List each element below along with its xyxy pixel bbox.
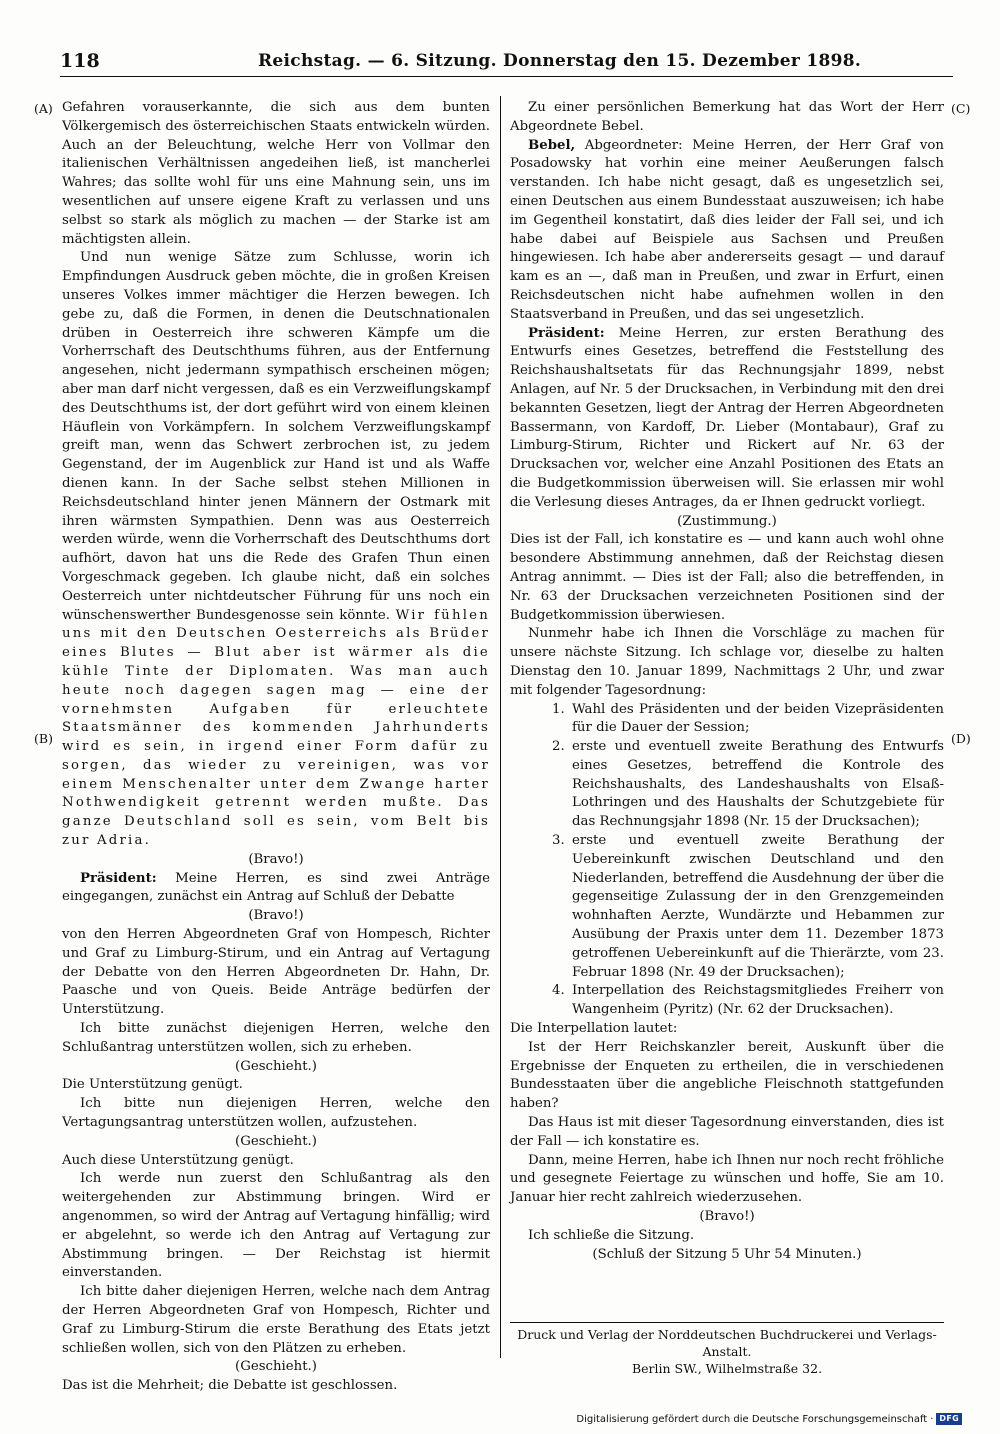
header-rule: [60, 76, 953, 77]
paragraph: Gefahren vorauserkannte, die sich aus dem bunten Völkergemisch des österreichischen Staats entwickeln würden. Auch an der Beleuchtung, welche Herr von Vollmar den italienischen Verhältnissen angedeihen ließ, ist mancherlei Wahres; das sollte wohl für uns eine Mahnung sein, uns im wesentlichen auf unsere eigene Kraft zu verlassen und uns selbst so stark als möglich zu machen — der Starke ist am mächtigsten allein.: [62, 100, 490, 247]
paragraph-text: Und nun wenige Sätze zum Schlusse, worin ich Empfindungen Ausdruck geben möchte, die in großen Kreisen unseres Volkes immer mächtiger die Herzen bewegen. Ich gebe zu, daß die Formen, in denen die Deutschnationalen drüben in Oesterreich ihre schweren Kämpfe um die Vorherrschaft des Deutschthums führen, aus der Entfernung angesehen, nicht jedermann sympathisch erscheinen mögen; aber man darf nicht vergessen, daß es ein Verzweiflungskampf des Deutschthums ist, der dort geführt wird von einem kleinen Häuflein von Vorkämpfern. In solchem Verzweiflungskampf greift man, wenn das Schwert zerbrochen ist, zu jedem Gegenstand, der im Augenblick zur Hand ist und als Waffe dienen kann. In der Sache selbst stehen Millionen in Reichsdeutschland hinter jenen Männern der Ostmark mit ihren wärmsten Sympathien. Denn was aus Oesterreich werden würde, wenn die Vorherrschaft des Deutschthums dort aufhört, davon hat uns die Rede des Grafen Thun einen Vorgeschmack gegeben. Ich glaube nicht, daß ein solches Oesterreich unter nichtdeutscher Führung für uns noch ein wünschenswerther Bundesgenosse sein könnte.: [62, 250, 490, 623]
interjection: (Bravo!): [699, 1209, 755, 1225]
paragraph: [62, 870, 490, 908]
agenda-text: erste und eventuell zweite Berathung der Uebereinkunft zwischen Deutschland und den Niederlanden, betreffend die Ausdehnung der über die gegenseitige Zulassung der in den Grenzgemeinden wohnhaften Aerzte, Wundärzte und Hebammen zur Ausübung der Praxis unter dem 11. Dezember 1873 getroffenen Uebereinkunft auf die Thierärzte, vom 23. Februar 1898 (Nr. 49 der Drucksachen);: [572, 833, 944, 980]
agenda-text: Interpellation des Reichstagsmitgliedes Freiherr von Wangenheim (Pyritz) (Nr. 62 der Drucksachen).: [572, 983, 944, 1018]
digitization-footer: [576, 1413, 962, 1425]
paragraph: Nunmehr habe ich Ihnen die Vorschläge zu machen für unsere nächste Sitzung. Ich schlage vor, dieselbe zu halten Dienstag den 10. Januar 1899, Nachmittags 2 Uhr, und zwar mit folgender Tagesordnung:: [510, 626, 944, 698]
spaced-text: Wir fühlen uns mit den Deutschen Oesterreichs als Brüder eines Blutes — Blut aber ist wärmer als die kühle Tinte der Diplomaten. Was man auch heute noch dagegen sagen mag — eine der vornehmsten Aufgaben für erleuchtete Staatsmänner des kommenden Jahrhunderts wird es sein, in irgend einer Form dafür zu sorgen, das wieder zu vereinigen, was vor einem Menschenalter unter dem Zwange harter Nothwendigkeit getrennt werden mußte. Das ganze Deutschland soll es sein, vom Belt bis zur Adria.: [62, 607, 491, 849]
paragraph: [62, 249, 490, 851]
agenda-item: [552, 832, 944, 982]
agenda-number: 4.: [552, 983, 565, 999]
paragraph: Das ist die Mehrheit; die Debatte ist geschlossen.: [62, 1378, 398, 1394]
footer-text: Digitalisierung gefördert durch die Deutsche Forschungsgemeinschaft: [576, 1413, 928, 1425]
interjection: (Bravo!): [248, 908, 304, 924]
paragraph: Das Haus ist mit dieser Tagesordnung einverstanden, dies ist der Fall — ich konstatire es.: [510, 1115, 944, 1149]
speaker-label: Präsident:: [80, 870, 157, 886]
imprint-publisher: Druck und Verlag der Norddeutschen Buchdruckerei und Verlags-Anstalt.: [517, 1327, 937, 1359]
separator-dot: ·: [930, 1413, 934, 1425]
paragraph-text: Meine Herren, zur ersten Berathung des Entwurfs eines Gesetzes, betreffend die Feststellung des Reichshaushaltsetats für das Rechnungsjahr 1899, nebst Anlagen, auf Nr. 5 der Drucksachen, in Verbindung mit den drei bekannten Gesetzen, liegt der Antrag der Herren Abgeordneten Bassermann, von Kardoff, Dr. Lieber (Montabaur), Graf zu Limburg-Stirum, Richter und Rickert auf Nr. 63 der Drucksachen vor, welcher eine Anzahl Positionen des Etats an die Budgetkommission überweisen will. Sie erlassen mir wohl die Verlesung dieses Antrages, da er Ihnen gedruckt vorliegt.: [510, 325, 944, 510]
right-column: [510, 99, 944, 1264]
paragraph-text: Meine Herren, es sind zwei Anträge eingegangen, zunächst ein Antrag auf Schluß der Debatte: [62, 870, 491, 905]
interjection: (Zustimmung.): [677, 513, 777, 529]
paragraph: Ich bitte daher diejenigen Herren, welche nach dem Antrag der Herren Abgeordneten Graf von Hompesch, Richter und Graf zu Limburg-Stirum die erste Berathung des Etats jetzt schließen wollen, sich von den Plätzen zu erheben.: [62, 1284, 490, 1356]
imprint-rule: [510, 1322, 944, 1323]
paragraph: Ich werde nun zuerst den Schlußantrag als den weitergehenden zur Abstimmung bringen. Wird er angenommen, so wird der Antrag auf Vertagung hinfällig; wird er abgelehnt, so werde ich den Antrag auf Vertagung zur Abstimmung bringen. — Der Reichstag ist hiermit einverstanden.: [62, 1171, 490, 1281]
interjection: (Geschieht.): [235, 1359, 317, 1375]
agenda-item: [552, 982, 944, 1020]
agenda-list: [510, 701, 944, 1021]
paragraph: Ich bitte nun diejenigen Herren, welche den Vertagungsantrag unterstützen wollen, aufzustehen.: [62, 1096, 490, 1131]
interjection: (Geschieht.): [235, 1058, 317, 1074]
paragraph: Ich schließe die Sitzung.: [528, 1227, 695, 1243]
paragraph: Dies ist der Fall, ich konstatire es — und kann auch wohl ohne besondere Abstimmung annehmen, daß der Reichstag diesen Antrag annimmt. — Dies ist der Fall; also die betreffenden, in Nr. 63 der Drucksachen verzeichneten Positionen sind der Budgetkommission überwiesen.: [510, 532, 944, 623]
agenda-number: 3.: [552, 833, 565, 849]
margin-mark-c: (C): [951, 101, 971, 116]
margin-mark-b: (B): [34, 731, 53, 746]
paragraph: von den Herren Abgeordneten Graf von Hompesch, Richter und Graf zu Limburg-Stirum, und ein Antrag auf Vertagung der Debatte von den Herren Abgeordneten Dr. Hahn, Dr. Paasche und von Queis. Beide Anträge bedürfen der Unterstützung.: [62, 927, 490, 1018]
paragraph: Auch diese Unterstützung genügt.: [62, 1152, 294, 1168]
interjection: (Geschieht.): [235, 1133, 317, 1149]
margin-mark-d: (D): [951, 731, 971, 746]
speaker-label: Präsident:: [528, 325, 605, 341]
paragraph: Dann, meine Herren, habe ich Ihnen nur noch recht fröhliche und gesegnete Feiertage zu wünschen und hoffe, Sie am 10. Januar hier recht zahlreich wiederzusehen.: [510, 1152, 944, 1206]
column-divider: [500, 96, 501, 1358]
agenda-text: Wahl des Präsidenten und der beiden Vizepräsidenten für die Dauer der Session;: [572, 701, 944, 736]
paragraph: Die Unterstützung genügt.: [62, 1077, 243, 1093]
agenda-number: 1.: [552, 701, 565, 717]
interpellation-quote: Ist der Herr Reichskanzler bereit, Auskunft über die Ergebnisse der Enqueten zu ertheilen, die in verschiedenen Bundesstaaten über die angebliche Fleischnoth stattgefunden haben?: [510, 1039, 944, 1112]
session-closing: (Schluß der Sitzung 5 Uhr 54 Minuten.): [592, 1246, 862, 1262]
agenda-item: [552, 701, 944, 739]
agenda-text: erste und eventuell zweite Berathung des Entwurfs eines Gesetzes, betreffend die Kontrole des Reichshaushalts, des Landeshaushalts von Elsaß-Lothringen und des Haushalts der Schutzgebiete für das Rechnungsjahr 1898 (Nr. 15 der Drucksachen);: [572, 739, 944, 830]
imprint: [510, 1326, 944, 1377]
page-number: 118: [60, 50, 100, 72]
agenda-item: [552, 738, 944, 832]
paragraph: [510, 137, 944, 325]
interjection: (Bravo!): [248, 851, 304, 867]
page-header: [60, 50, 960, 72]
agenda-number: 2.: [552, 739, 565, 755]
margin-mark-a: (A): [34, 101, 53, 116]
left-column: [62, 99, 490, 1396]
paragraph: Zu einer persönlichen Bemerkung hat das Wort der Herr Abgeordnete Bebel.: [510, 100, 944, 134]
paragraph-text: Abgeordneter: Meine Herren, der Herr Graf von Posadowsky hat vorhin eine meiner Aeußerungen falsch verstanden. Ich habe nicht gesagt, daß es ungesetzlich sei, einen Deutschen aus einem Bundesstaat auszuweisen; ich habe im Gegentheil konstatirt, daß dies leider der Fall sei, und ich habe dabei auf Beispiele aus Sachsen und Preußen hingewiesen. Ich habe aber andererseits gesagt — und darauf kam es an —, daß man in Preußen, und zwar in Erfurt, einen Reichsdeutschen nicht habe aufnehmen wollen in den Staatsverband in Preußen, und das sei ungesetzlich.: [510, 137, 944, 322]
paragraph: Ich bitte zunächst diejenigen Herren, welche den Schlußantrag unterstützen wollen, sich zu erheben.: [62, 1021, 490, 1055]
imprint-address: Berlin SW., Wilhelmstraße 32.: [631, 1361, 823, 1376]
running-title: Reichstag. — 6. Sitzung. Donnerstag den 15. Dezember 1898.: [258, 51, 862, 71]
paragraph: Die Interpellation lautet:: [510, 1021, 678, 1037]
speaker-label: Bebel,: [528, 137, 576, 153]
paragraph: [510, 325, 944, 513]
dfg-logo-icon: DFG: [936, 1413, 962, 1425]
